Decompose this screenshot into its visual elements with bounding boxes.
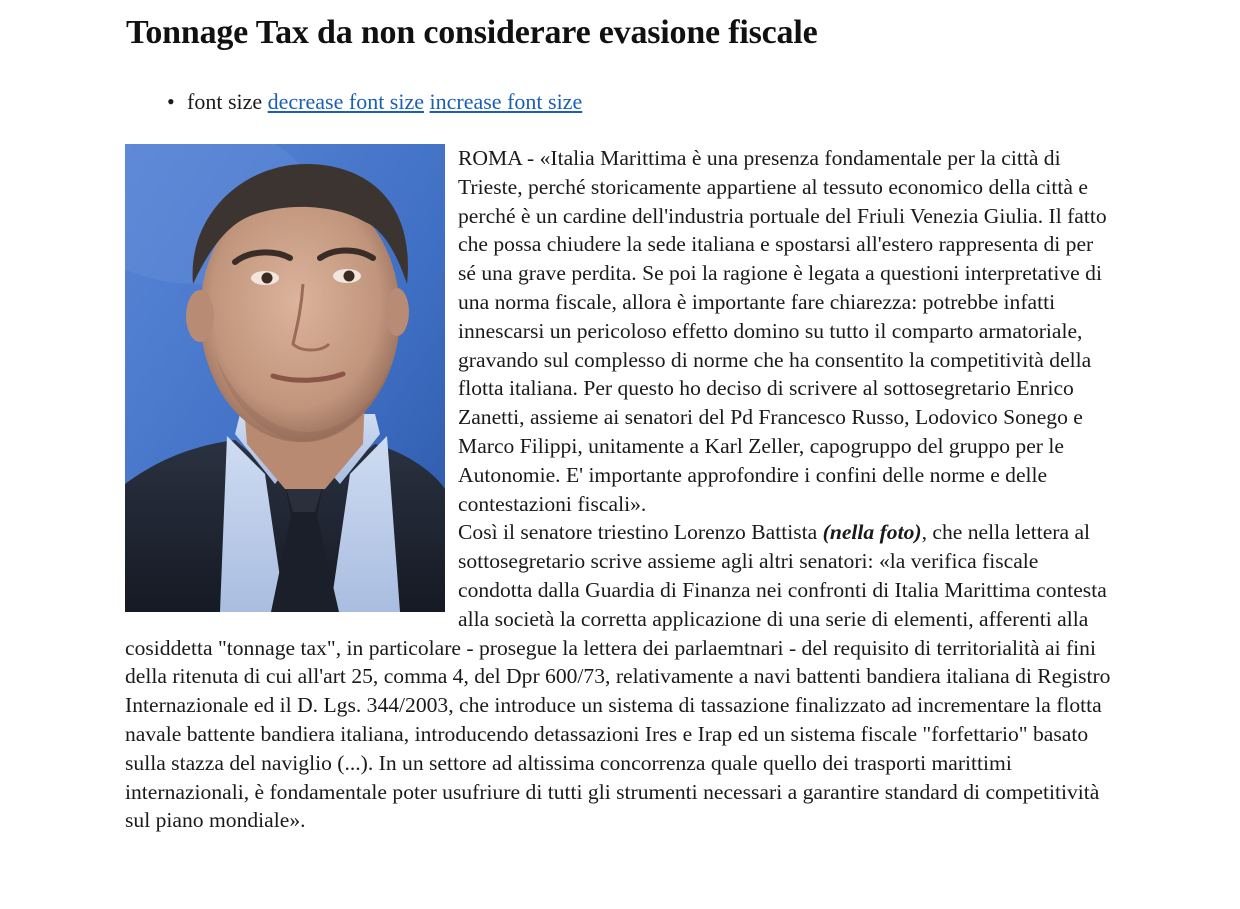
photo-caption-reference: (nella foto) (822, 520, 922, 545)
article-title: Tonnage Tax da non considerare evasione fiscale (126, 14, 818, 51)
font-size-item (167, 89, 582, 115)
article-paragraph-1: ROMA - «Italia Marittima è una presenza fondamentale per la città di Trieste, perché storicamente appartiene al tessuto economico della città e perché è un cardine dell'industria portuale del Friuli Venezia Giulia. Il fatto che possa chiudere la sede italiana e spostarsi all'estero rappresenta di per sé una grave perdita. Se poi la ragione è legata a questioni interpretative di una norma fiscale, allora è importante fare chiarezza: potrebbe infatti innescarsi un pericoloso effetto domino su tutto il comparto armatoriale, gravando sul complesso di norme che ha consentito la competitività della flotta italiana. Per questo ho deciso di scrivere al sottosegretario Enrico Zanetti, assieme ai senatori del Pd Francesco Russo, Lodovico Sonego e Marco Filippi, unitamente a Karl Zeller, capogruppo del gruppo per le Autonomie. E' importante approfondire i confini delle norme e delle contestazioni fiscali». (458, 146, 1107, 516)
article-body (125, 144, 1115, 835)
article-photo (125, 144, 445, 612)
bullet-icon: • (167, 89, 175, 114)
font-size-controls (167, 89, 582, 115)
increase-font-size-link[interactable]: increase font size (429, 89, 583, 114)
decrease-font-size-link[interactable]: decrease font size (267, 89, 425, 114)
article-paragraph-2-start: Così il senatore triestino Lorenzo Battista (458, 520, 823, 545)
font-size-label: font size (187, 89, 263, 114)
article-paragraph-2-rest: , che nella lettera al sottosegretario scrive assieme agli altri senatori: «la verifica fiscale condotta dalla Guardia di Finanza nei confronti di Italia Marittima contesta alla società la corretta applicazione di una serie di elementi, afferenti alla cosiddetta "tonnage tax", in particolare - prosegue la lettera dei parlaemtnari - del requisito di territorialità ai fini della ritenuta di cui all'art 25, comma 4, del Dpr 600/73, relativamente a navi battenti bandiera italiana di Registro Internazionale ed il D. Lgs. 344/2003, che introduce un sistema di tassazione finalizzato ad incrementare la flotta navale battente bandiera italiana, introducendo detassazioni Ires e Irap ed un sistema fiscale "forfettario" basato sulla stazza del naviglio (...). In un settore ad altissima concorrenza quale quello dei trasporti marittimi internazionali, è fondamentale poter usufriure di tutti gli strumenti necessari a garantire standard di competitività sul piano mondiale». (125, 520, 1111, 833)
